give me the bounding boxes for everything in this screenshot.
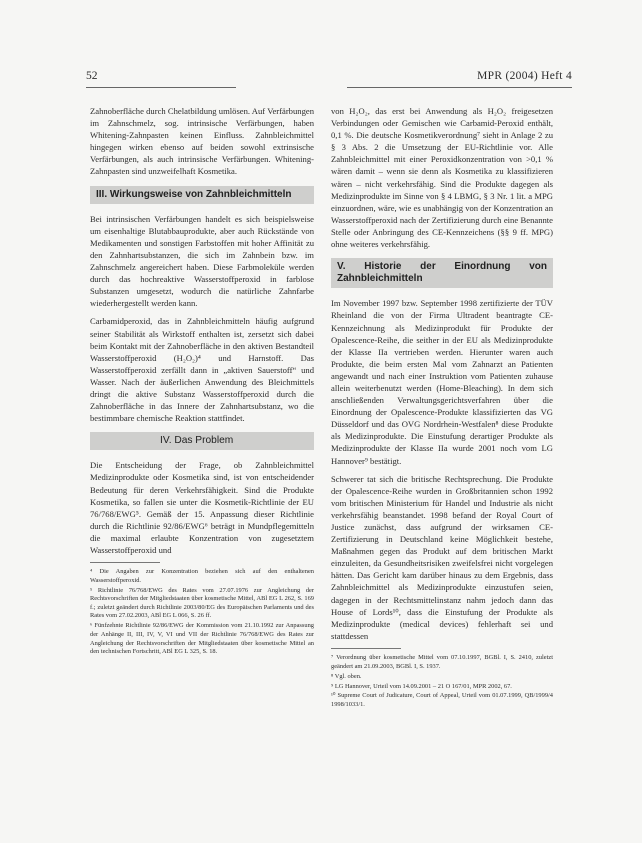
right-column bbox=[331, 105, 553, 711]
paragraph: Die Entscheidung der Frage, ob Zahnbleichmittel Medizinprodukte oder Kosmetika sind, ist von entscheidender Bedeutung für deren Verkehrsfähigkeit. Sind die Produkte Kosmetika, so fallen sie unter die Kosmetik-Richtlinie der EU 76/768/EWG⁵. Gemäß der 15. Anpassung dieser Richtlinie durch die Richtlinie 92/86/EWG⁶ beträgt in Mundpflegemitteln die maximal erlaubte Konzentration von zugesetztem Wasserstoffperoxid und bbox=[90, 460, 314, 555]
paragraph: Schwerer tat sich die britische Rechtsprechung. Die Produkte der Opalescence-Reihe wurden in Großbritannien schon 1992 vom britischen Ministerium für Handel und Industrie als nicht verkehrsfähig beanstandet. 1998 befand der Royal Court of Justice zunächst, dass aufgrund der wirksamen CE-Zertifizierung in Deutschland keine Möglichkeit bestehe, Maßnahmen gegen das Produkt auf dem britischen Markt einzuleiten, da Gesundheitsrisiken zweifelsfrei nicht vorgelegen hätten. Das Gericht kam darüber hinaus zu dem Ergebnis, dass Zahnbleichmittel als Medizinprodukte einzustufen seien, dagegen in der Rechtsmittelinstanz nahm jedoch dann das House of Lords¹⁰, dass die Einstufung der Produkte als Medizinprodukte (medical devices) fehlerhaft sei und stattdessen bbox=[331, 473, 553, 641]
section-heading: III. Wirkungsweise von Zahnbleichmitteln bbox=[90, 186, 314, 204]
left-column bbox=[90, 105, 314, 658]
footnote-separator bbox=[90, 562, 160, 563]
paragraph: von H₂O₂, das erst bei Anwendung als H₂O₂ freigesetzen Verbindungen oder Gemischen wie Carbamid-Peroxid enthält, 0,1 %. Die deutsche Kosmetikverordnung⁷ sieht in Anlage 2 zu § 3 Abs. 2 die Umsetzung der EU-Richtlinie vor. Alle Zahnbleichmittel mit einer Peroxidkonzentration von >0,1 % wären damit – wenn sie denn als Kosmetika zu klassifizieren wären – nicht verkehrsfähig. Sind die Produkte dagegen als Medizinprodukte im Sinne von § 4 LBMG, § 3 Nr. 1 lit. a MPG einzuordnen, wäre, wie es unabhängig von der Konzentration an Wasserstoffperoxid nach der Zertifizierung durch eine Benannte Stelle oder Anbringung des CE-Kennzeichens (§§ 9 ff. MPG) ohne weiteres verkehrsfähig. bbox=[331, 106, 553, 250]
page-header bbox=[86, 70, 572, 86]
footnote: ¹⁰ Supreme Court of Judicature, Court of Appeal, Urteil vom 01.07.1999, QB/1999/4 1998/1033/1. bbox=[331, 692, 553, 709]
header-rule-right bbox=[347, 87, 572, 88]
paragraph: Carbamidperoxid, das in Zahnbleichmitteln häufig aufgrund seiner Stabilität als Wirkstoff enthalten ist, zersetzt sich dabei beim Kontakt mit der Zahnoberfläche in den aktiven Bestandteil Wasserstoffperoxid (H₂O₂)⁴ und Harnstoff. Das Wasserstoffperoxid zerfällt dann in „aktiven Sauerstoff“ und Wasser. Nach der äußerlichen Anwendung des Bleichmittels dringt die aktive Substanz Wasserstoffperoxid durch die Zahnoberfläche in das Innere der Zahnhartsubstanz, wo die bestimmbare chemische Reaktion stattfindet. bbox=[90, 316, 314, 424]
footnote: ⁹ LG Hannover, Urteil vom 14.09.2001 – 21 O 167/01, MPR 2002, 67. bbox=[331, 682, 512, 690]
footnote: ⁶ Fünfzehnte Richtlinie 92/86/EWG der Kommission vom 21.10.1992 zur Anpassung der Anhänge II, III, IV, V, VI und VII der Richtlinie 76/768/EWG des Rates zur Angleichung der Rechtsvorschriften der Mitgliedstaaten über kosmetische Mittel an den technischen Fortschritt, ABl EG L 325, S. 18. bbox=[90, 622, 314, 656]
paragraph: Zahnoberfläche durch Chelatbildung umlösen. Auf Verfärbungen im Zahnschmelz, sog. intrinsische Verfärbungen, haben Whitening-Zahnpasten keinen Einfluss. Zahnbleichmittel hingegen wirken ebenso auf beiden sowohl extrinsische Verfärbungen, als auch intrinsische Verfärbungen. Whitening-Zahnpasten sind unzweifelhaft Kosmetika. bbox=[90, 106, 314, 177]
page-number: 52 bbox=[86, 70, 98, 82]
header-rule-left bbox=[86, 87, 236, 88]
footnote: ⁵ Richtlinie 76/768/EWG des Rates vom 27.07.1976 zur Angleichung der Rechtsvorschriften der Mitgliedstaaten über kosmetische Mittel, ABl EG L 262, S. 169 f.; zuletzt geändert durch Richtlinie 2003/80/EG des Europäischen Parlaments und des Rates vom 27.02.2003, ABl EG L 066, S. 26 ff. bbox=[90, 586, 314, 620]
paragraph: Im November 1997 bzw. September 1998 zertifizierte der TÜV Rheinland die von der Firma Ultradent beantragte CE-Kennzeichnung als Medizinprodukt für Produkte der Opalescence-Reihe, die seither in der EU als Medizinprodukte der Klasse IIa vertrieben werden. Hierunter waren auch Produkte, die beim ersten Mal vom Zahnarzt an Patienten angewandt und nach einer Instruktion vom Patienten zuhause allein weiterbenutzt werden (Home-Bleaching). In dem sich anschließenden Verwaltungsgerichtsverfahren über die Einordnung der Opalescence-Produkte klassifizierten das VG Düsseldorf und das OVG Nordrhein-Westfalen⁸ diese Produkte als Medizinprodukte. Die Einstufung derartiger Produkte als Medizinprodukte der Klasse IIa wurde 2001 noch vom LG Hannover⁹ bestätigt. bbox=[331, 298, 553, 466]
section-heading: V. Historie der Einordnung von Zahnbleichmitteln bbox=[331, 258, 553, 288]
footnote-separator bbox=[331, 648, 401, 649]
footnote: ⁸ Vgl. oben. bbox=[331, 672, 362, 680]
section-heading: IV. Das Problem bbox=[90, 432, 314, 450]
footnote: ⁷ Verordnung über kosmetische Mittel vom 07.10.1997, BGBl. I, S. 2410, zuletzt geändert am 21.09.2003, BGBl. I, S. 1937. bbox=[331, 653, 553, 670]
footnote: ⁴ Die Angaben zur Konzentration beziehen sich auf den enthaltenen Wasserstoffperoxid. bbox=[90, 568, 314, 584]
paragraph: Bei intrinsischen Verfärbungen handelt es sich beispielsweise um eisenhaltige Blutabbauprodukte, aber auch Rückstände von Medikamenten und sonstigen Farbstoffen mit hoher Affinität zu den Zahnhartsubstanzen, die sich im Zahnbein bzw. im Zahnschmelz angereichert haben. Diese Farbmoleküle werden durch das hochreaktive Wasserstoffperoxid in farblose Substanzen umgesetzt, wodurch die natürliche Zahnfarbe wiederhergestellt werden kann. bbox=[90, 213, 314, 309]
journal-citation: MPR (2004) Heft 4 bbox=[477, 70, 572, 82]
